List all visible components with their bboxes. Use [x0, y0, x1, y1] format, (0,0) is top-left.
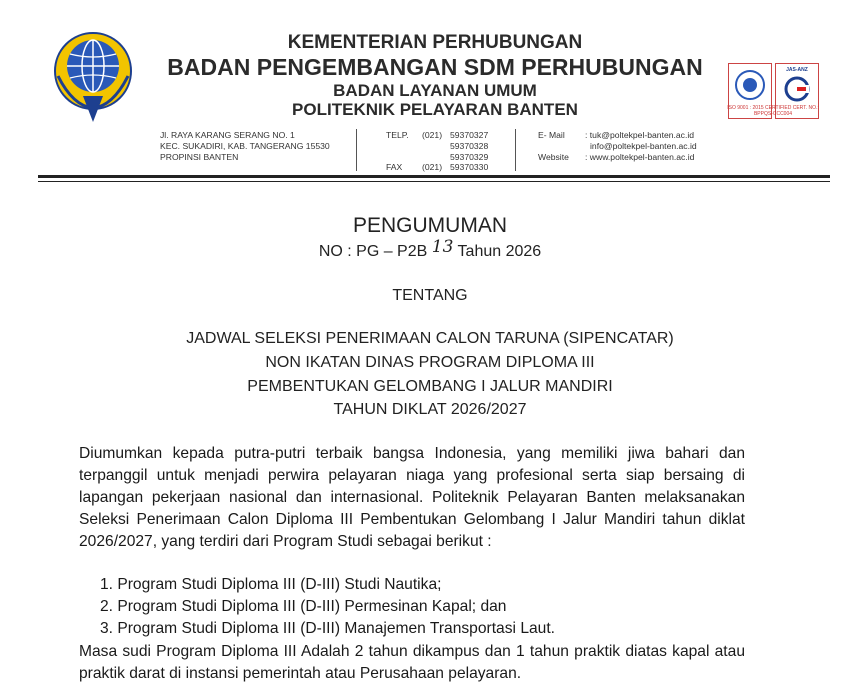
fax-code: (021) — [422, 162, 443, 172]
divider — [515, 129, 516, 171]
announcement-number — [0, 237, 860, 261]
header-rule-thin — [38, 181, 830, 182]
fax-label: FAX — [386, 162, 403, 172]
letterhead-institution: POLITEKNIK PELAYARAN BANTEN — [292, 100, 578, 119]
number-suffix: Tahun 2026 — [457, 243, 542, 260]
tentang-label: TENTANG — [392, 287, 468, 304]
jas-anz-label: JAS-ANZ — [786, 67, 808, 73]
program-list-item: 3. Program Studi Diploma III (D-III) Manajemen Transportasi Laut. — [100, 620, 555, 637]
letterhead-ministry: KEMENTERIAN PERHUBUNGAN — [287, 32, 583, 53]
body-paragraph-intro — [79, 443, 745, 553]
website-label: Website — [538, 152, 569, 162]
paragraph-text: Diumumkan kepada putra-putri terbaik bangsa Indonesia, yang memiliki jiwa bahari dan terpanggil untuk menjadi perwira pelayaran niaga yang profesional serta siap bersaing di lapangan pekerjaan nasional dan internasional. Politeknik Pelayaran Banten melaksanakan Seleksi Penerimaan Calon Diploma III Pembentukan Gelombang I Jalur Mandiri tahun diklat 2026/2027, yang terdiri dari Program Studi sebagai berikut : — [79, 445, 745, 550]
letterhead-agency: BADAN PENGEMBANGAN SDM PERHUBUNGAN — [167, 54, 703, 80]
address-block — [160, 130, 330, 163]
fax-number: 59370330 — [450, 162, 489, 172]
telp-number: 59370328 — [450, 141, 489, 151]
telp-label: TELP. — [386, 130, 409, 140]
letterhead-unit: BADAN LAYANAN UMUM — [333, 81, 537, 100]
address-line: PROPINSI BANTEN — [160, 152, 239, 162]
subject-line: TAHUN DIKLAT 2026/2027 — [333, 401, 527, 418]
subject-line: PEMBENTUKAN GELOMBANG I JALUR MANDIRI — [247, 378, 613, 395]
address-line: KEC. SUKADIRI, KAB. TANGERANG 15530 — [160, 141, 330, 151]
program-list-item: 1. Program Studi Diploma III (D-III) Studi Nautika; — [100, 576, 442, 593]
email-value: info@poltekpel-banten.ac.id — [590, 141, 697, 151]
email-value: : tuk@poltekpel-banten.ac.id — [585, 130, 695, 140]
address-line: Jl. RAYA KARANG SERANG NO. 1 — [160, 130, 295, 140]
telp-number: 59370327 — [450, 130, 489, 140]
body-paragraph-study-period — [79, 641, 745, 685]
announcement-title: PENGUMUMAN — [352, 214, 507, 237]
iso-cert-text: ISO 9001 : 2015 CERTIFIED CERT. NO.: BPPQS-CCC004 — [727, 105, 819, 117]
website-value: : www.poltekpel-banten.ac.id — [585, 152, 695, 162]
telp-numbers — [450, 130, 488, 163]
header-rule-thick — [38, 175, 830, 178]
number-prefix: NO : PG – P2B — [318, 243, 428, 260]
subject-line: JADWAL SELEKSI PENERIMAAN CALON TARUNA (SIPENCATAR) — [186, 330, 674, 347]
email-label: E- Mail — [538, 130, 565, 140]
subject-line: NON IKATAN DINAS PROGRAM DIPLOMA III — [265, 354, 595, 371]
telp-number: 59370329 — [450, 152, 489, 162]
telp-code: (021) — [422, 130, 443, 140]
program-list-item: 2. Program Studi Diploma III (D-III) Permesinan Kapal; dan — [100, 598, 507, 615]
divider — [356, 129, 357, 171]
handwritten-number: 13 — [431, 237, 454, 257]
paragraph-text: Masa sudi Program Diploma III Adalah 2 tahun dikampus dan 1 tahun praktik diatas kapal atau praktik darat di instansi pemerintah atau Perusahaan pelayaran. — [79, 643, 745, 682]
